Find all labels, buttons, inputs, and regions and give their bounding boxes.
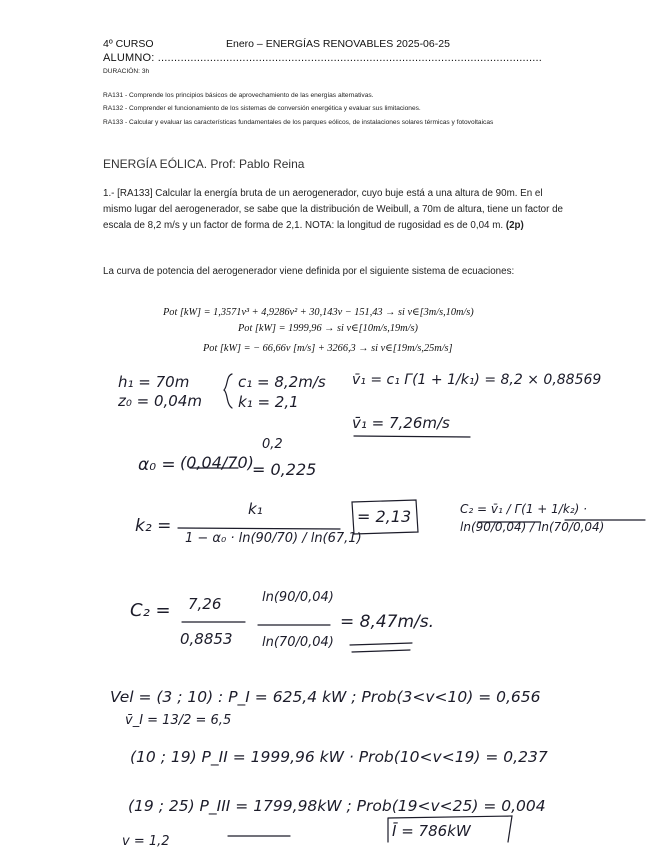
hw-alpha-exp: 0,2 bbox=[262, 437, 283, 452]
hw-alpha-base: (0,04/70) bbox=[180, 453, 254, 472]
k2-result-box bbox=[352, 500, 418, 534]
curve-intro: La curva de potencia del aerogenerador viene definida por el siguiente sistema de ecuaciones: bbox=[103, 266, 515, 277]
hw-c1: c₁ = 8,2m/s bbox=[238, 373, 326, 391]
c2-underline-1 bbox=[350, 643, 412, 645]
hw-c2-formula: C₂ = v̄₁ / Γ(1 + 1/k₂) · ln(90/0,04) / ln(70/0,04) bbox=[460, 502, 605, 534]
hw-vmean-formula: v̄₁ = c₁ Γ(1 + 1/k₁) = 8,2 × 0,88569 bbox=[352, 372, 602, 388]
objective-1: RA131 - Comprende los principios básicos de aprovechamiento de las energías alternativas. bbox=[103, 92, 374, 99]
hw-c2-ln-denominator: ln(70/0,04) bbox=[262, 635, 334, 650]
problem-text: 1.- [RA133] Calcular la energía bruta de un aerogenerador, cuyo buje está a una altura de 90m. En el mismo lugar del aerogenerador, se sabe que la distribución de Weibull, a 70m de altura, tiene un factor de escala de 8,2 m/s y un factor de forma de 2,1. NOTA: la longitud de rugosidad es de 0,04 m. bbox=[103, 188, 564, 231]
hw-c2-result: = 8,47m/s. bbox=[340, 612, 435, 632]
hw-k2-lhs: k₂ = bbox=[135, 516, 172, 536]
hw-vmean-result: v̄₁ = 7,26m/s bbox=[352, 414, 450, 432]
hw-k2-denominator: 1 − α₀ · ln(90/70) / ln(67,1) bbox=[185, 531, 362, 546]
hw-c2-numerator: 7,26 bbox=[188, 595, 222, 613]
hw-alpha-lhs: α₀ = bbox=[138, 455, 176, 475]
exam-title: Enero – ENERGÍAS RENOVABLES 2025-06-25 bbox=[226, 38, 450, 50]
hw-row-1-sub: v̄_I = 13/2 = 6,5 bbox=[125, 713, 232, 728]
result-box-bracket bbox=[388, 816, 512, 842]
hw-c2-ln-numerator: ln(90/0,04) bbox=[262, 590, 334, 605]
duration-label: DURACIÓN: 3h bbox=[103, 68, 150, 75]
equation-1: Pot [kW] = 1,3571v³ + 4,9286v² + 30,143v − 151,43 → si v∈[3m/s,10m/s) bbox=[163, 307, 474, 318]
objective-3: RA133 - Calcular y evaluar las características fundamentales de los parques eólicos, de instalaciones solares térmicas y fotovoltaicas bbox=[103, 119, 494, 126]
hw-row-4: v = 1,2 bbox=[122, 834, 170, 849]
hw-row-1: Vel = (3 ; 10) : P_I = 625,4 kW ; Prob(3<v<10) = 0,656 bbox=[110, 688, 541, 706]
problem-points: (2p) bbox=[505, 220, 524, 231]
hw-h1: h₁ = 70m bbox=[118, 373, 190, 391]
hw-k2-result: = 2,13 bbox=[357, 507, 412, 526]
hw-row-3-result: Ī = 786kW bbox=[392, 822, 471, 840]
equation-2: Pot [kW] = 1999,96 → si v∈[10m/s,19m/s) bbox=[238, 323, 418, 334]
brace-c1-k1 bbox=[224, 374, 232, 408]
hw-alpha-result: = 0,225 bbox=[252, 460, 317, 479]
vmean-underline bbox=[354, 436, 470, 437]
k2-fraction-bar bbox=[178, 528, 340, 529]
student-field: ALUMNO: ...................................................................................................................... bbox=[103, 52, 542, 64]
section-title: ENERGÍA EÓLICA. Prof: Pablo Reina bbox=[103, 157, 305, 171]
hw-row-3: (19 ; 25) P_III = 1799,98kW ; Prob(19<v<25) = 0,004 bbox=[128, 797, 546, 815]
course-label: 4º CURSO bbox=[103, 38, 154, 50]
hw-c2-lhs: C₂ = bbox=[130, 600, 171, 621]
objective-2: RA132 - Comprender el funcionamiento de los sistemas de conversión energética y evaluar sus limitaciones. bbox=[103, 105, 421, 112]
hw-c2-denominator: 0,8853 bbox=[180, 630, 233, 648]
hw-z0: z₀ = 0,04m bbox=[118, 392, 203, 410]
c2-underline-2 bbox=[352, 650, 410, 652]
hw-k1: k₁ = 2,1 bbox=[238, 393, 299, 411]
hw-k2-numerator: k₁ bbox=[248, 500, 263, 518]
hw-row-2: (10 ; 19) P_II = 1999,96 kW · Prob(10<v<19) = 0,237 bbox=[130, 748, 548, 766]
equation-3: Pot [kW] = − 66,66v [m/s] + 3266,3 → si v∈[19m/s,25m/s] bbox=[203, 343, 453, 354]
